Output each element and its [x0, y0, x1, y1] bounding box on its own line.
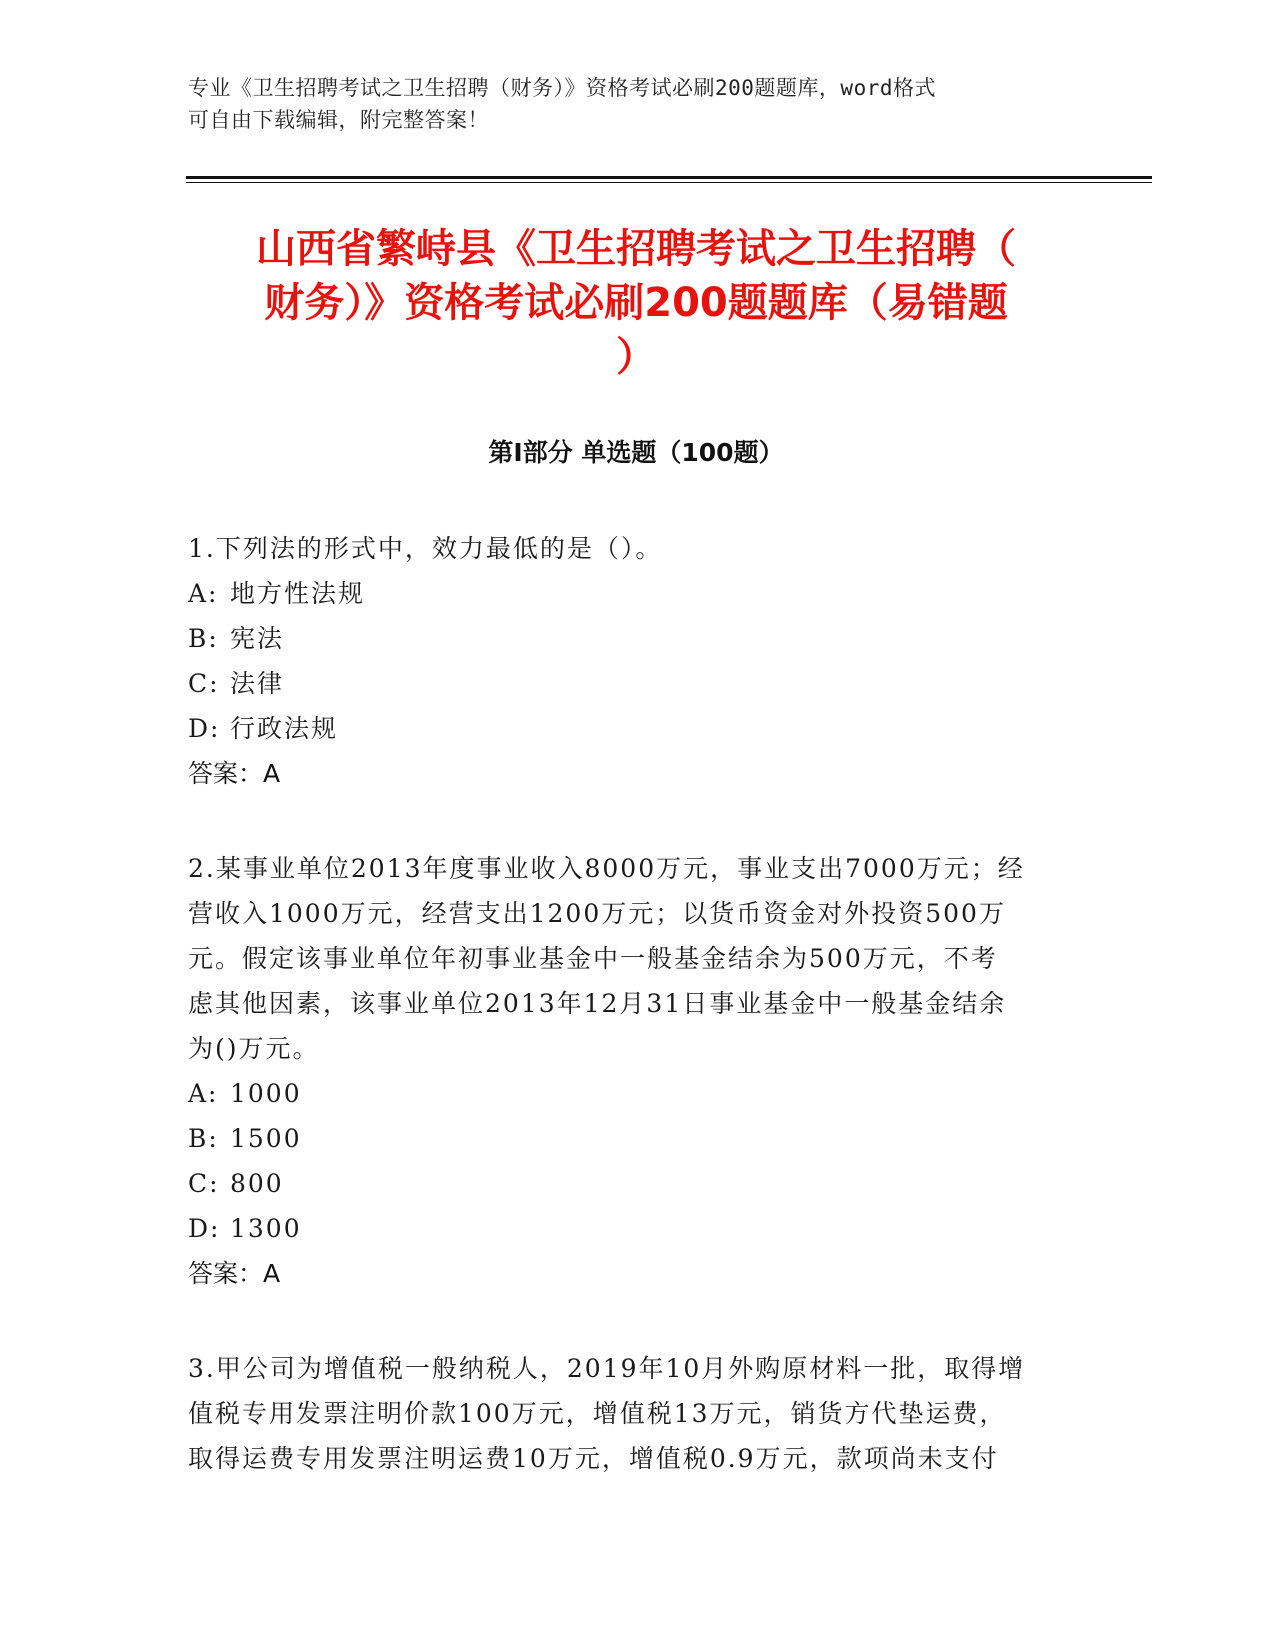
document-title-line-3: ）	[616, 334, 656, 380]
question-stem-line: 2.某事业单位2013年度事业收入8000万元，事业支出7000万元；经	[188, 854, 1025, 883]
answer: 答案：A	[188, 759, 281, 788]
option-text: 宪法	[230, 624, 285, 653]
option-letter: D:	[188, 714, 221, 743]
header-note-line-2: 可自由下载编辑，附完整答案！	[188, 108, 489, 132]
document-title-line-1: 山西省繁峙县《卫生招聘考试之卫生招聘（	[256, 226, 1016, 272]
option-text: 行政法规	[230, 714, 339, 743]
option-d	[188, 1206, 1068, 1251]
option-letter: A:	[188, 579, 219, 608]
header-note	[188, 72, 1068, 136]
option-text: 1000	[230, 1079, 302, 1108]
question-stem: 1.下列法的形式中，效力最低的是（）。	[188, 534, 663, 563]
question-2	[188, 846, 1068, 1296]
question-stem-line: 取得运费专用发票注明运费10万元，增值税0.9万元，款项尚未支付	[188, 1444, 999, 1473]
question-list	[188, 526, 1068, 1531]
option-a	[188, 1071, 1068, 1116]
option-d	[188, 706, 1068, 751]
option-text: 800	[230, 1169, 284, 1198]
question-stem-line: 为()万元。	[188, 1034, 320, 1063]
question-stem-line: 元。假定该事业单位年初事业基金中一般基金结余为500万元，不考	[188, 944, 998, 973]
header-divider-thick	[186, 176, 1152, 179]
option-letter: B:	[188, 624, 219, 653]
header-divider-thin	[186, 182, 1152, 183]
option-text: 法律	[230, 669, 285, 698]
option-b	[188, 1116, 1068, 1161]
question-stem-line: 3.甲公司为增值税一般纳税人，2019年10月外购原材料一批，取得增	[188, 1354, 1026, 1383]
option-text: 1300	[230, 1214, 302, 1243]
option-letter: A:	[188, 1079, 219, 1108]
option-letter: C:	[188, 669, 220, 698]
option-b	[188, 616, 1068, 661]
question-stem-line: 值税专用发票注明价款100万元，增值税13万元，销货方代垫运费，	[188, 1399, 1007, 1428]
answer: 答案：A	[188, 1259, 281, 1288]
question-stem-line: 营收入1000万元，经营支出1200万元；以货币资金对外投资500万	[188, 899, 1006, 928]
section-heading: 第Ⅰ部分 单选题（100题）	[488, 438, 784, 467]
document-title	[186, 222, 1086, 384]
option-a	[188, 571, 1068, 616]
option-c	[188, 1161, 1068, 1206]
question-1	[188, 526, 1068, 796]
option-c	[188, 661, 1068, 706]
document-title-line-2: 财务）》资格考试必刷200题题库（易错题	[264, 280, 1008, 326]
option-text: 1500	[230, 1124, 302, 1153]
option-letter: B:	[188, 1124, 219, 1153]
option-letter: D:	[188, 1214, 221, 1243]
header-note-line-1: 专业《卫生招聘考试之卫生招聘（财务）》资格考试必刷200题题库，word格式	[188, 76, 936, 100]
question-stem-line: 虑其他因素，该事业单位2013年12月31日事业基金中一般基金结余	[188, 989, 1007, 1018]
option-text: 地方性法规	[230, 579, 366, 608]
question-3	[188, 1346, 1068, 1481]
option-letter: C:	[188, 1169, 220, 1198]
